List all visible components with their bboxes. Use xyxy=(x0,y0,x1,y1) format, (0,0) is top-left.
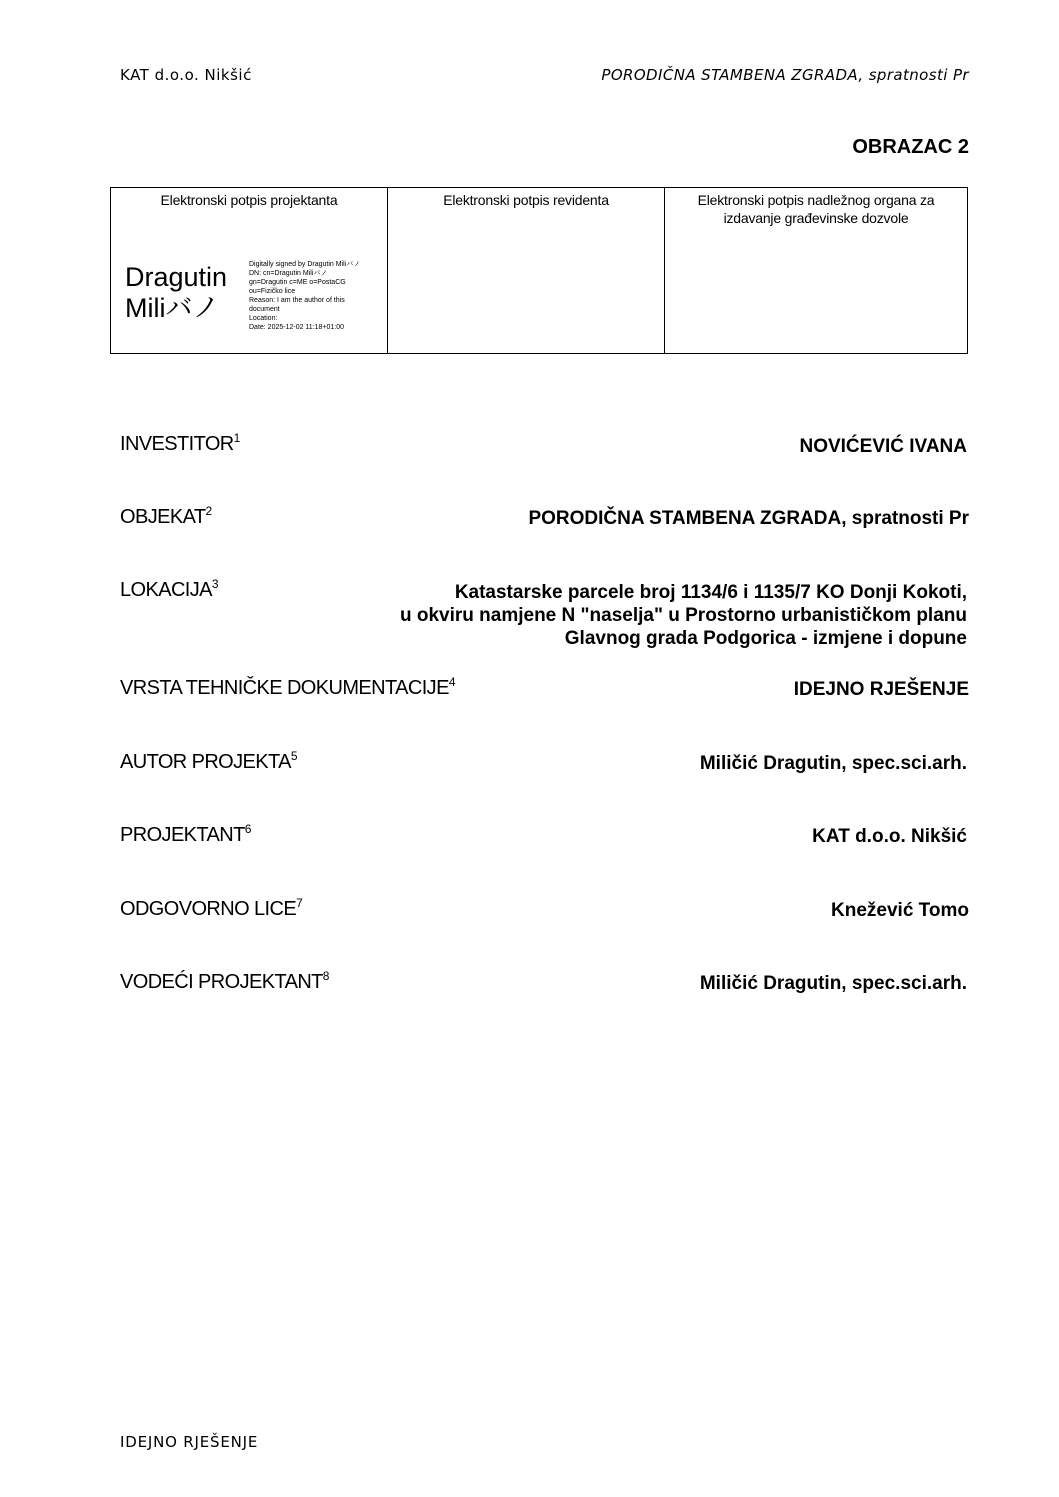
objekat-value: PORODIČNA STAMBENA ZGRADA, spratnosti Pr xyxy=(528,508,969,529)
authority-signature-heading xyxy=(665,188,967,227)
authority-heading-line1: Elektronski potpis nadležnog organa za xyxy=(697,192,935,208)
signer-name-line1: Dragutin xyxy=(125,262,228,292)
vrsta-value: IDEJNO RJEŠENJE xyxy=(793,679,969,700)
signature-table xyxy=(110,187,968,354)
projektant-label xyxy=(120,824,251,847)
objekat-label xyxy=(120,506,212,529)
footnote-ref: 6 xyxy=(244,822,252,836)
sig-detail-line: gn=Dragutin c=ME o=PostaCG xyxy=(249,279,346,286)
designer-signature-cell xyxy=(111,188,388,353)
lokacija-line3: Glavnog grada Podgorica - izmjene i dopune xyxy=(564,628,967,649)
odgovorno-label-text: ODGOVORNO LICE xyxy=(120,898,297,920)
sig-detail-line: DN: cn=Dragutin Miliバノ xyxy=(249,270,328,277)
investitor-label xyxy=(120,433,240,456)
vodeci-value: Miličić Dragutin, spec.sci.arh. xyxy=(699,973,967,994)
signer-name-line2: Miliバノ xyxy=(125,293,220,323)
vodeci-label xyxy=(120,971,329,994)
vrsta-label-text: VRSTA TEHNIČKE DOKUMENTACIJE xyxy=(120,677,449,699)
authority-heading-line2: izdavanje građevinske dozvole xyxy=(723,210,909,226)
footnote-ref: 8 xyxy=(322,969,330,983)
vrsta-label xyxy=(120,677,456,700)
footnote-ref: 2 xyxy=(205,504,213,518)
autor-label xyxy=(120,751,298,774)
designer-signature-heading: Elektronski potpis projektanta xyxy=(160,192,338,208)
odgovorno-label xyxy=(120,898,303,921)
projektant-value: KAT d.o.o. Nikšić xyxy=(812,826,967,847)
footnote-ref: 7 xyxy=(296,896,303,910)
objekat-label-text: OBJEKAT xyxy=(120,506,206,528)
reviewer-signature-heading: Elektronski potpis revidenta xyxy=(443,192,609,208)
lokacija-value xyxy=(400,581,967,650)
lokacija-label-text: LOKACIJA xyxy=(120,579,212,601)
footnote-ref: 5 xyxy=(290,749,298,763)
sig-detail-line: Location: xyxy=(249,315,278,322)
reviewer-signature-cell xyxy=(388,188,665,353)
signer-name xyxy=(125,262,227,324)
investitor-label-text: INVESTITOR xyxy=(120,433,234,455)
page-footer: IDEJNO RJEŠENJE xyxy=(120,1433,259,1451)
form-code: OBRAZAC 2 xyxy=(852,136,969,158)
sig-detail-line: ou=Fizičko lice xyxy=(249,288,296,295)
vodeci-label-text: VODEĆI PROJEKTANT xyxy=(120,971,323,993)
lokacija-label xyxy=(120,579,219,602)
sig-detail-line: Digitally signed by Dragutin Miliバノ xyxy=(249,261,361,268)
footnote-ref: 1 xyxy=(233,431,241,445)
signature-details xyxy=(249,260,379,332)
sig-detail-line: Date: 2025-12-02 11:18+01:00 xyxy=(249,324,345,331)
sig-detail-line: Reason: I am the author of this xyxy=(249,297,345,304)
footnote-ref: 3 xyxy=(211,577,219,591)
investitor-value: NOVIĆEVIĆ IVANA xyxy=(799,436,967,457)
lokacija-line2: u okviru namjene N "naselja" u Prostorno urbanističkom planu xyxy=(399,605,967,626)
footnote-ref: 4 xyxy=(448,675,456,689)
company-header: KAT d.o.o. Nikšić xyxy=(120,66,252,84)
autor-label-text: AUTOR PROJEKTA xyxy=(120,751,291,773)
sig-detail-line: document xyxy=(249,306,280,313)
projektant-label-text: PROJEKTANT xyxy=(120,824,245,846)
authority-signature-cell xyxy=(665,188,967,353)
project-title-header: PORODIČNA STAMBENA ZGRADA, spratnosti Pr xyxy=(601,66,969,84)
odgovorno-value: Knežević Tomo xyxy=(831,900,969,921)
autor-value: Miličić Dragutin, spec.sci.arh. xyxy=(699,753,967,774)
lokacija-line1: Katastarske parcele broj 1134/6 i 1135/7 KO Donji Kokoti, xyxy=(454,582,967,603)
